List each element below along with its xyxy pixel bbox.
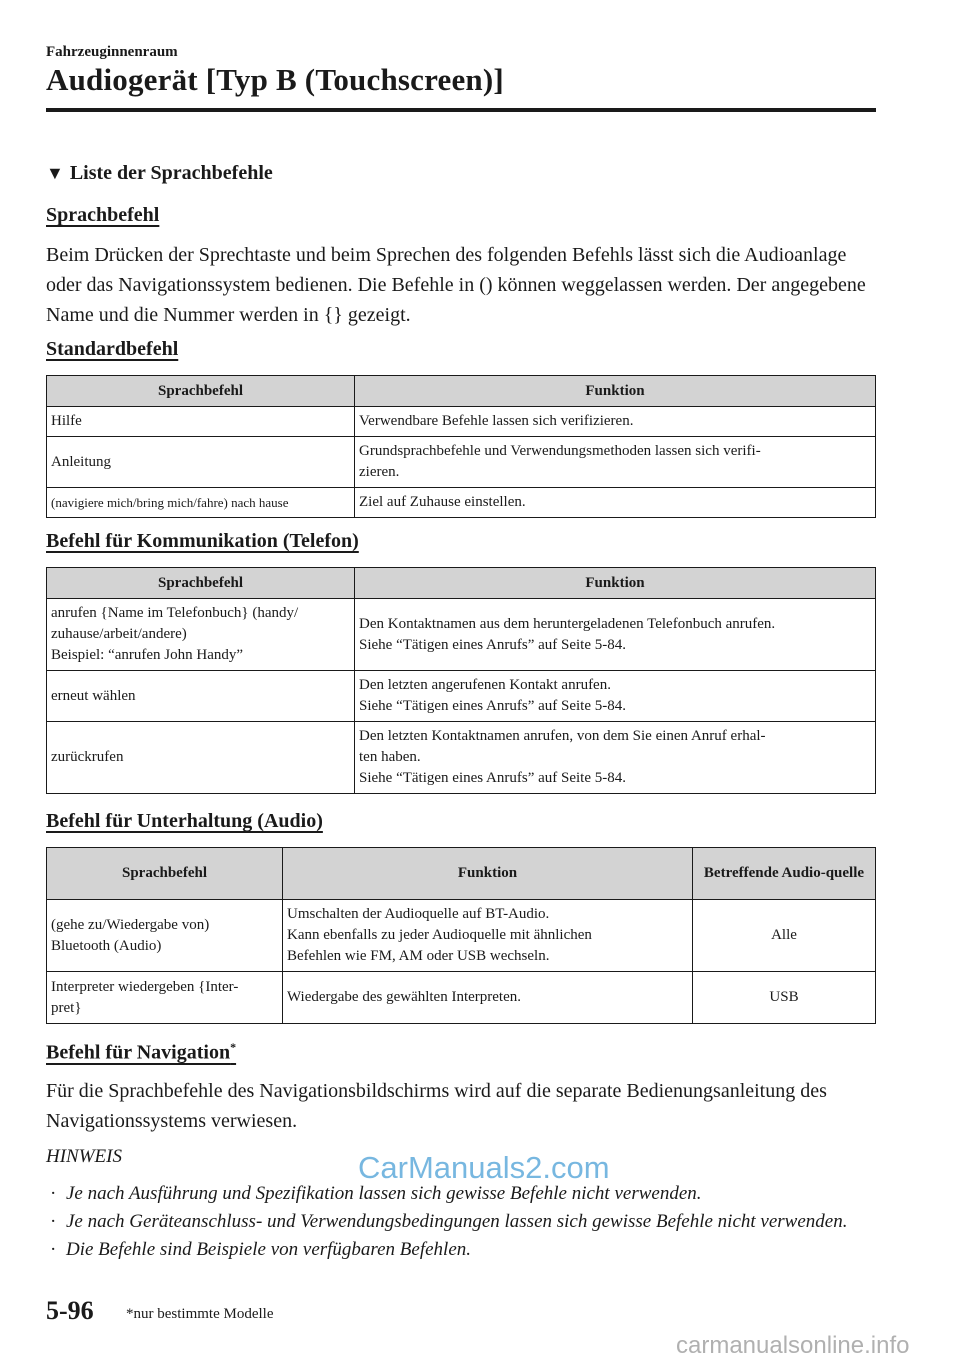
cmd-cell: zurückrufen	[47, 722, 355, 794]
navigation-text: Für die Sprachbefehle des Navigationsbildschirms wird auf die separate Bedienungsanleitung des Navigationssystems verwiesen.	[46, 1080, 827, 1132]
col-header-sprachbefehl: Sprachbefehl	[47, 848, 283, 900]
cmd-cell: Interpreter wiedergeben {Inter- pret}	[47, 972, 283, 1024]
func-cell: Verwendbare Befehle lassen sich verifizieren.	[355, 407, 876, 437]
func-cell: Den Kontaktnamen aus dem heruntergeladenen Telefonbuch anrufen. Siehe “Tätigen eines Anrufs” auf Seite 5-84.	[355, 599, 876, 671]
sprachbefehl-heading: Sprachbefehl	[46, 204, 160, 226]
func-cell: Grundsprachbefehle und Verwendungsmethoden lassen sich verifi- zieren.	[355, 437, 876, 488]
title-divider	[46, 108, 876, 112]
watermark-carmanualsonline: carmanualsonline.info	[676, 1332, 910, 1359]
cmd-cell: (navigiere mich/bring mich/fahre) nach hause	[47, 488, 355, 518]
footnote: *nur bestimmte Modelle	[126, 1306, 274, 1322]
list-item: · Je nach Ausführung und Spezifikation lassen sich gewisse Befehle nicht verwenden.	[50, 1183, 702, 1204]
func-cell: Den letzten angerufenen Kontakt anrufen. Siehe “Tätigen eines Anrufs” auf Seite 5-84.	[355, 671, 876, 722]
chapter-label: Fahrzeuginnenraum	[46, 44, 178, 60]
col-header-funktion: Funktion	[355, 376, 876, 407]
col-header-sprachbefehl: Sprachbefehl	[47, 568, 355, 599]
list-item: · Je nach Geräteanschluss- und Verwendungsbedingungen lassen sich gewisse Befehle nicht verwenden.	[50, 1211, 848, 1232]
triangle-down-icon: ▼	[46, 163, 64, 183]
standard-table	[46, 375, 876, 518]
hinweis-list	[46, 1180, 876, 1264]
table-row	[47, 488, 876, 518]
cmd-cell: erneut wählen	[47, 671, 355, 722]
func-cell: Umschalten der Audioquelle auf BT-Audio. Kann ebenfalls zu jeder Audioquelle mit ähnlichen Befehlen wie FM, AM oder USB wechseln.	[283, 900, 693, 972]
audio-heading: Befehl für Unterhaltung (Audio)	[46, 810, 323, 832]
table-row	[47, 972, 876, 1024]
table-row	[47, 437, 876, 488]
col-header-funktion: Funktion	[283, 848, 693, 900]
page-number: 5-96	[46, 1296, 94, 1325]
watermark-carmanuals2: CarManuals2.com	[358, 1150, 610, 1185]
table-row	[47, 599, 876, 671]
func-cell: Den letzten Kontaktnamen anrufen, von dem Sie einen Anruf erhal- ten haben. Siehe “Tätigen eines Anrufs” auf Seite 5-84.	[355, 722, 876, 794]
table-row	[47, 407, 876, 437]
table-row	[47, 671, 876, 722]
section-heading	[46, 162, 273, 185]
audio-table	[46, 847, 876, 1024]
cmd-cell: anrufen {Name im Telefonbuch} (handy/ zuhause/arbeit/andere) Beispiel: “anrufen John Handy”	[47, 599, 355, 671]
standardbefehl-heading: Standardbefehl	[46, 338, 179, 360]
sprachbefehl-text: Beim Drücken der Sprechtaste und beim Sprechen des folgenden Befehls lässt sich die Audioanlage oder das Navigationssystem bedienen. Die Befehle in () können weggelassen werden. Der angegebene Name und die Nummer werden in {} gezeigt.	[46, 244, 866, 326]
func-cell: Ziel auf Zuhause einstellen.	[355, 488, 876, 518]
func-cell: Wiedergabe des gewählten Interpreten.	[283, 972, 693, 1024]
cmd-cell: Anleitung	[47, 437, 355, 488]
table-row	[47, 900, 876, 972]
telefon-heading: Befehl für Kommunikation (Telefon)	[46, 530, 359, 552]
cmd-cell: Hilfe	[47, 407, 355, 437]
col-header-funktion: Funktion	[355, 568, 876, 599]
source-cell: USB	[693, 972, 876, 1024]
list-item: · Die Befehle sind Beispiele von verfügbaren Befehlen.	[50, 1239, 472, 1260]
source-cell: Alle	[693, 900, 876, 972]
col-header-audioquelle: Betreffende Audio-quelle	[693, 848, 876, 900]
table-row	[47, 722, 876, 794]
navigation-heading: Befehl für Navigation*	[46, 1040, 237, 1064]
cmd-cell: (gehe zu/Wiedergabe von) Bluetooth (Audio)	[47, 900, 283, 972]
page-title: Audiogerät [Typ B (Touchscreen)]	[46, 62, 504, 97]
telefon-table	[46, 567, 876, 794]
hinweis-title: HINWEIS	[46, 1146, 122, 1167]
section-title: Liste der Sprachbefehle	[69, 162, 273, 184]
footnote-star: *	[230, 1040, 237, 1054]
col-header-sprachbefehl: Sprachbefehl	[47, 376, 355, 407]
